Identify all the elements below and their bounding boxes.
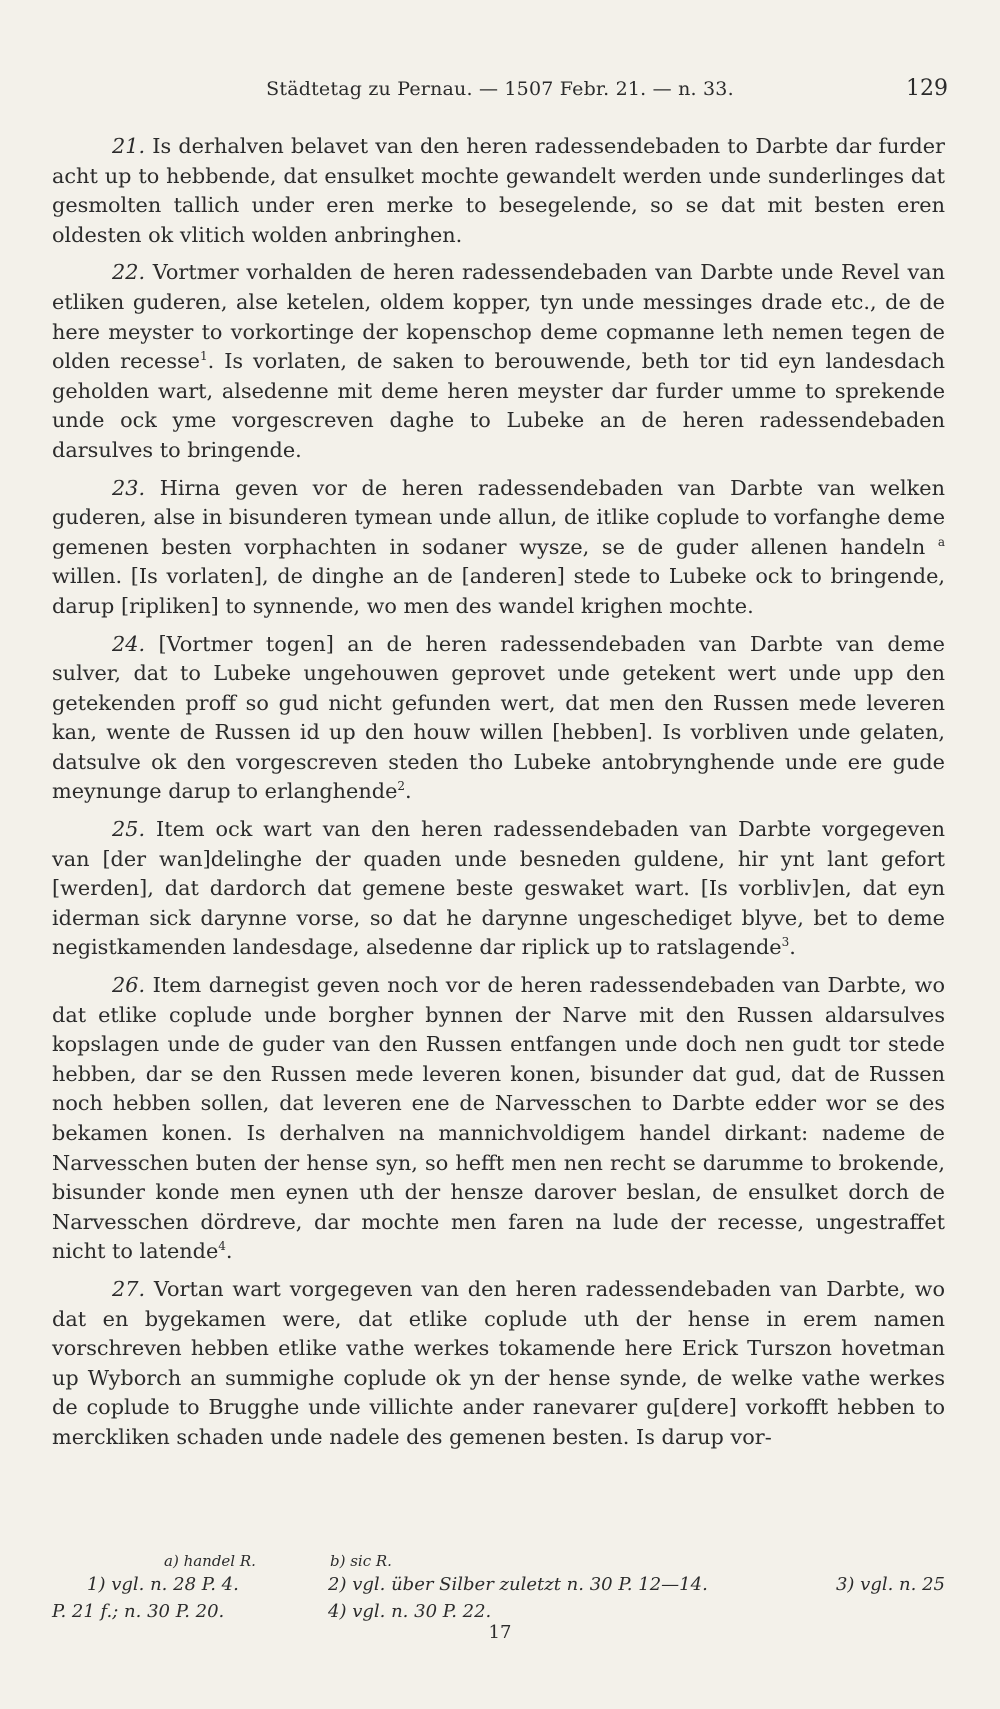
- paragraph-number: 26.: [112, 973, 146, 998]
- footnotes: [52, 1548, 945, 1626]
- paragraph-26: [52, 971, 945, 1267]
- footnote-3-start: 3) vgl. n. 25: [835, 1574, 945, 1595]
- apparatus-marker: a: [937, 534, 945, 549]
- paragraph-text: [Vortmer togen] an de heren radessendebaden van Darbte van deme sulver, dat to Lubeke ungehouwen geprovet unde getekent wert unde upp den getekenden proff so gud nicht gefunden wert, dat men den Russen mede leveren kan, wente de Russen id up den houw willen [hebben]. Is vorbliven unde gelaten, datsulve ok den vorgescreven steden tho Lubeke antobrynghende unde ere gude meynunge darup to erlanghende: [52, 631, 945, 804]
- paragraph-text: Hirna geven vor de heren radessendebaden van Darbte van welken guderen, alse in bisunderen tymean unde allun, de itlike coplude to vorfanghe deme gemenen besten vorphachten in sodaner wysze, se de guder allenen handeln: [52, 475, 945, 559]
- footnote-marker: 4: [218, 1239, 226, 1254]
- paragraph-23: [52, 474, 945, 622]
- paragraph-text: Item darnegist geven noch vor de heren radessendebaden van Darbte, wo dat etlike coplude unde borgher bynnen der Narve mit den Russen aldarsulves kopslagen unde de guder van den Russen entfangen unde doch nen gudt tor stede hebben, dar se den Russen mede leveren konen, bisunder dat gud, dat de Russen noch hebben sollen, dat leveren ene de Narvesschen to Darbte edder wor se des bekamen konen. Is derhalven na mannichvoldigem handel dirkant: nademe de Narvesschen buten der hense syn, so hefft men nen recht se darumme to brokende, bisunder konde men eynen uth der hensze darover beslan, de ensulket dorch de Narvesschen dördreve, dar mochte men faren na lude der recesse, ungestraffet nicht to latende: [52, 973, 945, 1264]
- footnote-1: 1) vgl. n. 28 P. 4.: [87, 1574, 239, 1595]
- paragraph-25: [52, 815, 945, 963]
- running-header: [0, 72, 1000, 108]
- paragraph-text: Vortan wart vorgegeven van den heren radessendebaden van Darbte, wo dat en bygekamen were, dat etlike coplude uth der hense in erem namen vorschreven hebben etlike vathe werkes tokamende here Erick Turszon hovetman up Wyborch an summighe coplude ok yn der hense synde, de welke vathe werkes de coplude to Brugghe unde villichte ander ranevarer gu[dere] vorkofft hebben to merckliken schaden unde nadele des gemenen besten. Is darup vor-: [52, 1276, 945, 1449]
- apparatus-notes: [52, 1548, 945, 1572]
- running-title: Städtetag zu Pernau. — 1507 Febr. 21. — n. 33.: [266, 78, 734, 100]
- paragraph-text-tail: .: [789, 935, 796, 960]
- footnote-line-1: [52, 1572, 945, 1599]
- paragraph-21: [52, 132, 945, 250]
- paragraph-text: Is derhalven belavet van den heren radessendebaden to Darbte dar furder acht up to hebbende, dat ensulket mochte gewandelt werden unde sunderlinges dat gesmolten tallich under eren merke to besegelende, so se dat mit besten eren oldesten ok vlitich wolden anbringhen.: [52, 134, 945, 247]
- footnote-marker: 2: [397, 779, 406, 794]
- paragraph-text-tail: .: [225, 1239, 233, 1264]
- paragraph-number: 21.: [112, 134, 146, 158]
- paragraph-27: [52, 1275, 945, 1453]
- paragraph-text-tail: .: [405, 779, 412, 804]
- paragraph-text: Item ock wart van den heren radessendebaden van Darbte vorgegeven van [der wan]delinghe der quaden unde besneden guldene, hir ynt lant gefort [werden], dat dardorch dat gemene beste geswaket wart. [Is vorbliv]en, dat eyn iderman sick darynne vorse, so dat he darynne ungeschediget blyve, bet to deme negistkamenden landesdage, alsedenne dar riplick up to ratslagende: [52, 817, 945, 960]
- apparatus-note-a: a) handel R.: [164, 1552, 256, 1570]
- paragraph-text-tail: willen. [Is vorlaten], de dinghe an de [anderen] stede to Lubeke ock to bringende, darup [ripliken] to synnende, wo men des wandel krighen mochte.: [52, 564, 945, 618]
- paragraph-number: 24.: [112, 631, 146, 656]
- footnote-2: 2) vgl. über Silber zuletzt n. 30 P. 12—14.: [328, 1574, 708, 1595]
- paragraph-24: [52, 630, 945, 808]
- paragraph-text: Vortmer vorhalden de heren radessendebaden van Darbte unde Revel van etliken guderen, alse ketelen, oldem kopper, tyn unde messinges drade etc., de de here meyster to vorkortinge der kopenschop deme copmanne leth nemen tegen de olden recesse: [52, 260, 945, 374]
- footnote-4: 4) vgl. n. 30 P. 22.: [328, 1601, 492, 1622]
- footnote-marker: 3: [781, 935, 790, 950]
- paragraph-22: [52, 258, 945, 465]
- main-text: [52, 132, 945, 1461]
- footnote-3-end: P. 21 f.; n. 30 P. 20.: [52, 1601, 225, 1622]
- signature-mark: 17: [488, 1622, 512, 1643]
- footnote-marker: 1: [200, 349, 208, 364]
- paragraph-number: 27.: [112, 1276, 146, 1301]
- paragraph-number: 22.: [112, 260, 146, 285]
- apparatus-note-b: b) sic R.: [330, 1552, 392, 1570]
- page-number: 129: [906, 76, 948, 101]
- paragraph-number: 23.: [112, 475, 146, 500]
- paragraph-number: 25.: [112, 817, 146, 842]
- paragraph-text-tail: . Is vorlaten, de saken to berouwende, beth tor tid eyn landesdach geholden wart, alsedenne mit deme heren meyster dar furder umme to sprekende unde ock yme vorgescreven daghe to Lubeke an de heren radessendebaden darsulves to bringende.: [52, 349, 946, 462]
